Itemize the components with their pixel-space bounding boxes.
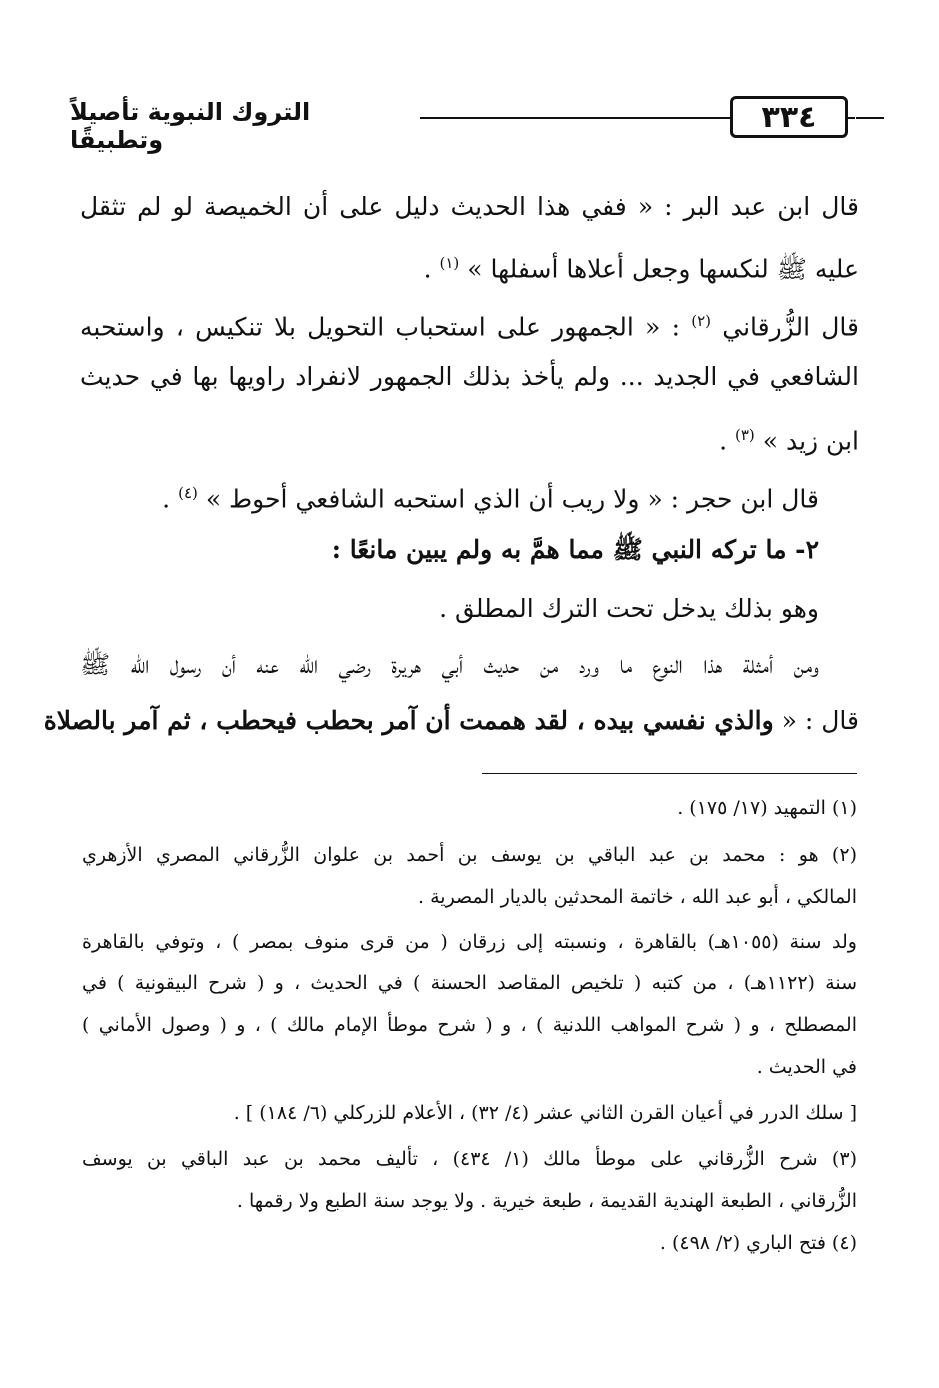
body-line-5-end: . — [719, 426, 728, 456]
body-line-3 — [80, 304, 859, 344]
footnote-2-line-1: (٢) هو : محمد بن عبد الباقي بن يوسف بن أحمد بن علوان الزُّرقاني المصري الأزهري — [82, 844, 857, 866]
body-line-2-text: عليه ﷺ لنكسها وجعل أعلاها أسفلها » — [467, 254, 859, 284]
body-line-1: قال ابن عبد البر : « ففي هذا الحديث دليل على أن الخميصة لو لم تثقل — [80, 192, 859, 221]
header-rule-right — [856, 117, 884, 119]
body-line-4: الشافعي في الجديد ... ولم يأخذ بذلك الجمهور لانفراد راويها بها في حديث — [80, 362, 859, 391]
footnote-3-line-1: (٣) شرح الزُّرقاني على موطأ مالك (١/ ٤٣٤) ، تأليف محمد بن عبد الباقي بن يوسف — [82, 1148, 857, 1170]
body-line-3-rest: : « الجمهور على استحباب التحويل بلا تنكيس ، واستحبه — [80, 312, 680, 342]
body-line-10-start: قال : « — [781, 706, 859, 735]
body-line-3-start: قال الزُّرقاني — [722, 312, 859, 342]
footnote-1: (١) التمهيد (١٧/ ١٧٥) . — [677, 797, 857, 819]
body-line-9: ومن أمثلة هذا النوع ما ورد من حديث أبي هريرة رضي الله عنه أن رسول الله ﷺ — [80, 650, 819, 679]
section-heading: ٢- ما تركه النبي ﷺ مما همَّ به ولم يبين مانعًا : — [331, 535, 819, 564]
footnote-2-line-4: سنة (١١٢٢هـ) ، من كتبه ( تلخيص المقاصد الحسنة ) في الحديث ، و ( شرح البيقونية ) في — [82, 972, 858, 994]
page-number: ٣٣٤ — [730, 96, 848, 138]
footnote-separator — [482, 773, 857, 774]
body-line-6-text: قال ابن حجر : « ولا ريب أن الذي استحبه الشافعي أحوط » — [205, 484, 819, 514]
body-line-5-text: ابن زيد » — [762, 426, 859, 456]
footnote-ref-1: (١) — [439, 254, 460, 272]
running-title: التروك النبوية تأصيلاً وتطبيقًا — [70, 98, 311, 154]
body-line-5 — [719, 418, 859, 458]
body-line-10 — [43, 704, 859, 738]
body-line-2 — [424, 246, 859, 286]
footnote-3-line-2: الزُّرقاني ، الطبعة الهندية القديمة ، طبعة خيرية . ولا يوجد سنة الطبع ولا رقمها . — [236, 1190, 857, 1212]
body-line-6-end: . — [162, 484, 171, 514]
body-line-6 — [162, 476, 819, 516]
footnote-ref-3: (٣) — [734, 426, 755, 444]
footnote-2-line-2: المالكي ، أبو عبد الله ، خاتمة المحدثين بالديار المصرية . — [418, 886, 857, 908]
body-line-8: وهو بذلك يدخل تحت الترك المطلق . — [439, 594, 819, 623]
footnote-ref-4: (٤) — [178, 484, 198, 502]
footnote-2-line-3: ولد سنة (١٠٥٥هـ) بالقاهرة ، ونسبته إلى زرقان ( من قرى منوف بمصر ) ، وتوفي بالقاهرة — [82, 931, 857, 953]
footnote-2-line-5: المصطلح ، و ( شرح المواهب اللدنية ) ، و ( شرح موطأ الإمام مالك ) ، و ( وصول الأماني ) — [82, 1014, 857, 1036]
footnote-2-line-6: في الحديث . — [756, 1056, 857, 1078]
footnote-ref-2: (٢) — [691, 312, 712, 330]
footnote-2-sources: [ سلك الدرر في أعيان القرن الثاني عشر (٤/ ٣٢) ، الأعلام للزركلي (٦/ ١٨٤) ] . — [233, 1102, 857, 1124]
body-line-2-end: . — [423, 254, 432, 284]
footnote-4: (٤) فتح الباري (٢/ ٤٩٨) . — [659, 1232, 857, 1254]
hadith-text: والذي نفسي بيده ، لقد هممت أن آمر بحطب فيحطب ، ثم آمر بالصلاة — [43, 706, 774, 735]
